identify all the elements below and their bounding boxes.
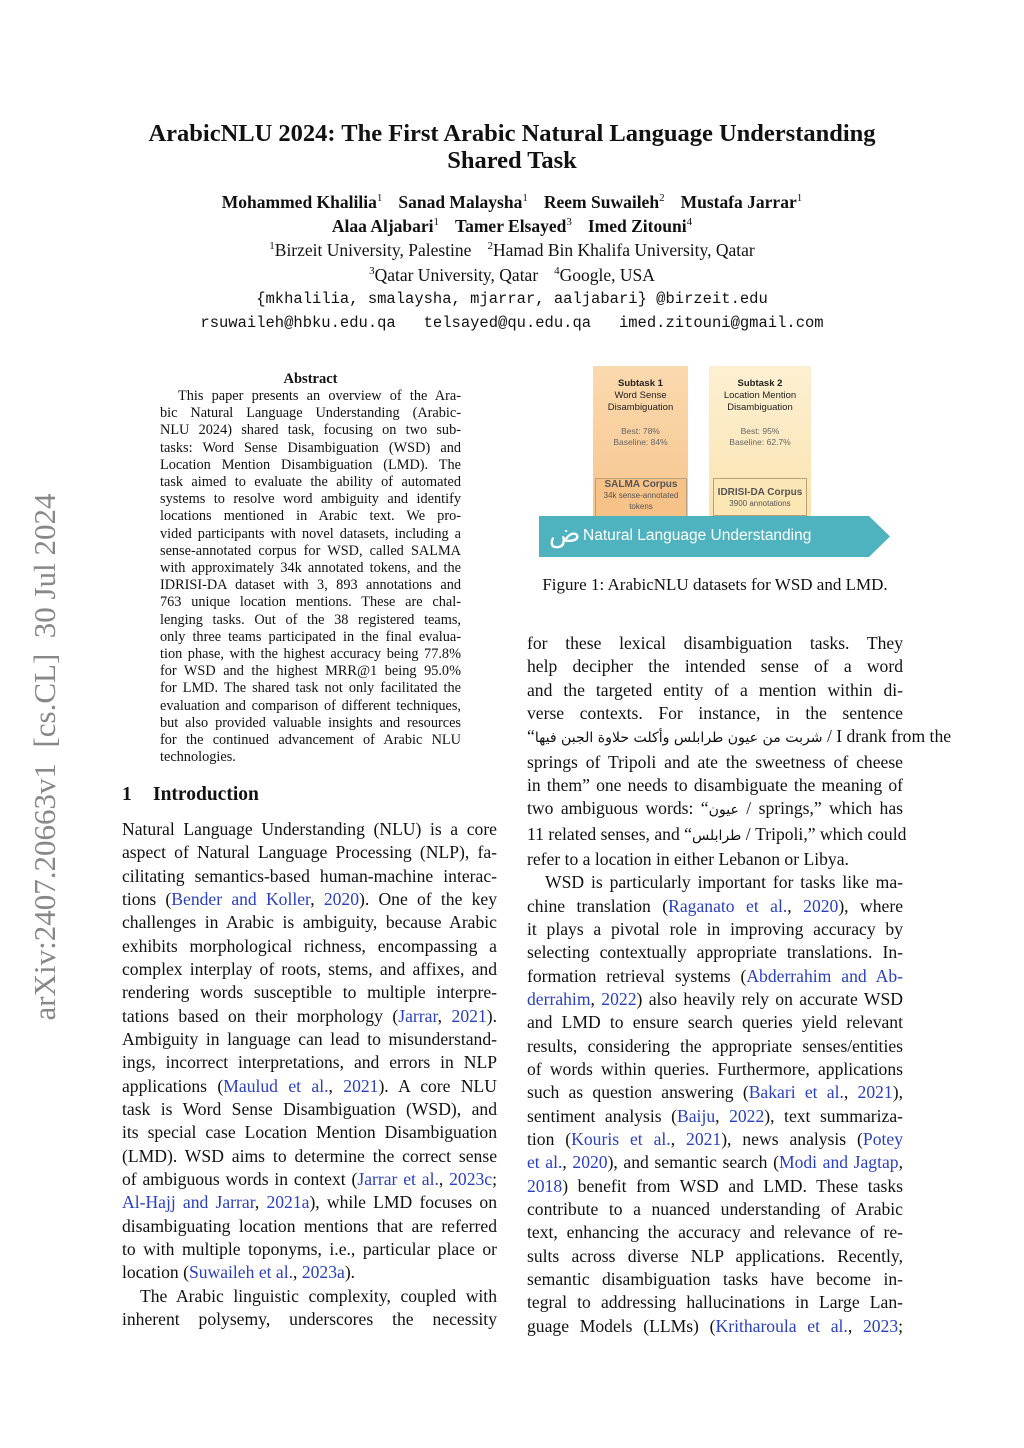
affiliation bbox=[269, 240, 471, 260]
text-line bbox=[160, 474, 461, 491]
subtask-2-best: Best: 95% bbox=[740, 426, 780, 436]
affiliation-name: Qatar University, Qatar bbox=[374, 265, 539, 285]
text: rendering words susceptible to multiple interpre- bbox=[122, 982, 497, 1003]
figure-caption: Figure 1: ArabicNLU datasets for WSD and LMD. bbox=[542, 575, 888, 594]
author-entry bbox=[332, 216, 439, 236]
arabic-text: طرابلس bbox=[691, 827, 742, 844]
text-line bbox=[160, 457, 461, 474]
emails-row-2: rsuwaileh@hbku.edu.qa telsayed@qu.edu.qa imed.zitouni@gmail.com bbox=[200, 314, 824, 332]
subtask-1-label: Subtask 1 bbox=[618, 378, 663, 389]
text-line bbox=[527, 679, 903, 702]
text: exhibits morphological richness, encompassing a bbox=[122, 935, 497, 956]
text: for the continued advancement of Arabic NLU bbox=[160, 732, 461, 749]
citation-link[interactable]: Baiju bbox=[677, 1105, 716, 1126]
author-entry bbox=[455, 216, 572, 236]
text-line bbox=[160, 526, 461, 543]
text: for these lexical disambiguation tasks. They bbox=[527, 633, 903, 653]
text-line bbox=[527, 941, 903, 964]
text: with approximately 34k annotated tokens, and the bbox=[160, 560, 461, 577]
text: ) benefit from WSD and LMD. These tasks bbox=[562, 1175, 903, 1196]
text-line bbox=[160, 422, 461, 439]
text: , bbox=[310, 888, 324, 909]
text-line bbox=[122, 1145, 497, 1168]
text: for WSD and the highest MRR@1 being 95.0% bbox=[160, 663, 461, 680]
subtask-1-best: Best: 78% bbox=[621, 426, 660, 436]
arabic-text: عيون bbox=[708, 802, 739, 819]
corpus-name: IDRISI-DA Corpus bbox=[717, 487, 803, 498]
text-line bbox=[527, 1221, 903, 1244]
text-line bbox=[527, 1198, 903, 1221]
text: tions ( bbox=[122, 888, 172, 909]
text-line bbox=[122, 818, 497, 841]
title-line: ArabicNLU 2024: The First Arabic Natural Language Understanding bbox=[148, 120, 876, 147]
text-line bbox=[122, 865, 497, 888]
text: challenges in Arabic is ambiguity, because Arabic bbox=[122, 912, 497, 933]
text-line bbox=[527, 1175, 903, 1198]
text-line bbox=[122, 841, 497, 864]
text: technologies. bbox=[160, 749, 236, 766]
text-line bbox=[527, 725, 952, 750]
text: ; bbox=[898, 1315, 904, 1336]
text: ), where bbox=[838, 895, 904, 916]
text-line bbox=[122, 1308, 497, 1331]
text: for LMD. The shared task not only facilitated the bbox=[160, 680, 461, 697]
citation-link[interactable]: Abderrahim and Ab- bbox=[746, 965, 903, 986]
subtask-2-baseline: Baseline: 62.7% bbox=[729, 437, 791, 447]
text: IDRISI-DA dataset with 3, 893 annotations and bbox=[160, 577, 461, 594]
text-line bbox=[160, 440, 461, 457]
text: verse contexts. For instance, in the sentence bbox=[527, 702, 903, 723]
section-number: 1 bbox=[122, 784, 132, 805]
arabic-text: شربت من عيون طرابلس وأكلت حلاوة الجبن فيها bbox=[534, 730, 823, 747]
text-line bbox=[160, 698, 461, 715]
text-line bbox=[527, 1011, 903, 1034]
citation-link[interactable]: Bakari et al. bbox=[748, 1082, 844, 1103]
author-entry bbox=[588, 216, 692, 236]
text: / I drank from the bbox=[822, 726, 952, 747]
text: its special case Location Mention Disambiguation bbox=[122, 1122, 497, 1143]
text-line bbox=[160, 663, 461, 680]
affiliation-marker: 1 bbox=[433, 216, 440, 228]
text-line bbox=[527, 1081, 903, 1104]
text: but also provided valuable insights and resources bbox=[160, 714, 461, 731]
text-line bbox=[122, 1098, 497, 1121]
text-line bbox=[527, 848, 903, 871]
text: disambiguating location mentions that are referred bbox=[122, 1215, 497, 1236]
subtask-1-name: Disambiguation bbox=[607, 402, 674, 413]
text-line bbox=[122, 1215, 497, 1238]
corpus-desc: 3900 annotations bbox=[729, 499, 791, 508]
text-line bbox=[122, 911, 497, 934]
authors-row-2 bbox=[0, 216, 1024, 237]
text-line bbox=[527, 965, 903, 988]
text-line bbox=[160, 732, 461, 749]
text: , bbox=[438, 1168, 450, 1189]
text: ). One of the key bbox=[359, 888, 497, 909]
text: cilitating semantics-based human-machine interac- bbox=[122, 865, 497, 886]
text-line bbox=[160, 749, 461, 766]
author-entry bbox=[398, 192, 528, 212]
text: , bbox=[670, 1128, 687, 1149]
text-line bbox=[527, 1245, 903, 1268]
corpus-desc: tokens bbox=[629, 501, 653, 511]
affiliation-number: 1 bbox=[269, 240, 275, 252]
text: The Arabic linguistic complexity, coupled with bbox=[140, 1285, 497, 1306]
text: text, enhancing the accuracy and relevance of re- bbox=[527, 1222, 903, 1243]
citation-link[interactable]: derrahim bbox=[527, 988, 591, 1009]
citation-link[interactable]: 2018 bbox=[527, 1175, 563, 1196]
section-heading bbox=[122, 784, 259, 806]
citation-link[interactable]: Bender and Koller bbox=[171, 888, 311, 909]
citation-link[interactable]: 2021 bbox=[857, 1082, 893, 1103]
text: , bbox=[328, 1075, 344, 1096]
text-line bbox=[527, 655, 903, 678]
text: / Tripoli,” which could bbox=[741, 823, 907, 844]
text: “ bbox=[527, 726, 535, 747]
citation-link[interactable]: 2022 bbox=[729, 1105, 765, 1126]
text-line bbox=[527, 1291, 903, 1314]
text-line bbox=[160, 680, 461, 697]
subtask-1-baseline: Baseline: 84% bbox=[613, 437, 668, 447]
text: Natural Language Understanding (NLU) is a core bbox=[122, 819, 497, 839]
text-line bbox=[160, 388, 461, 405]
text-line bbox=[122, 1121, 497, 1144]
citation-link[interactable]: 2021 bbox=[451, 1005, 487, 1026]
text: ; bbox=[492, 1168, 497, 1189]
text: springs of Tripoli and ate the sweetness of cheese bbox=[527, 751, 903, 772]
right-column-body bbox=[527, 632, 952, 1338]
text-line bbox=[160, 577, 461, 594]
text: results, considering the appropriate senses/entities bbox=[527, 1035, 903, 1056]
text-line bbox=[122, 1051, 497, 1074]
idrisi-corpus-box bbox=[713, 478, 807, 516]
citation-link[interactable]: 2023c bbox=[449, 1168, 493, 1189]
citation-link[interactable]: 2021a bbox=[266, 1192, 310, 1213]
affiliation-marker: 1 bbox=[796, 192, 803, 204]
text: it plays a pivotal role in improving accuracy by bbox=[527, 918, 903, 939]
text: complex interplay of roots, stems, and affixes, and bbox=[122, 958, 497, 979]
text: / springs,” which has bbox=[738, 798, 903, 819]
text: ) also heavily rely on accurate WSD bbox=[636, 988, 903, 1009]
text: tasks: Word Sense Disambiguation (WSD) and bbox=[160, 439, 461, 456]
text: bic Natural Language Understanding (Arabic- bbox=[160, 405, 461, 422]
subtask-2-name: Location Mention bbox=[723, 390, 797, 401]
citation-link[interactable]: Raganato et al. bbox=[668, 895, 788, 916]
subtask-1-name: Word Sense bbox=[614, 390, 667, 401]
section-title: Introduction bbox=[153, 784, 259, 805]
text: ). bbox=[486, 1005, 497, 1026]
citation-link[interactable]: 2023 bbox=[862, 1315, 899, 1336]
author: Mohammed Khalilia bbox=[221, 192, 377, 212]
author-entry bbox=[544, 192, 665, 212]
text-line bbox=[160, 612, 461, 629]
text: semantic disambiguation tasks have become in- bbox=[527, 1268, 903, 1289]
text-line bbox=[527, 988, 903, 1011]
title-line: Shared Task bbox=[447, 147, 577, 174]
text: , bbox=[847, 1315, 863, 1336]
affiliation bbox=[369, 265, 538, 285]
text: , bbox=[843, 1082, 858, 1103]
affiliation bbox=[487, 240, 754, 260]
text: such as question answering ( bbox=[527, 1082, 749, 1103]
abstract-body bbox=[160, 388, 461, 766]
text-line bbox=[122, 1238, 497, 1261]
author: Mustafa Jarrar bbox=[680, 192, 797, 212]
citation-link[interactable]: Suwaileh et al. bbox=[188, 1262, 294, 1283]
affiliations-row-2 bbox=[0, 265, 1024, 286]
text-line bbox=[122, 981, 497, 1004]
citation-link[interactable]: Maulud et al. bbox=[223, 1075, 329, 1096]
nlu-band-label: Natural Language Understanding bbox=[583, 527, 812, 544]
text: formation retrieval systems ( bbox=[527, 965, 747, 986]
citation-link[interactable]: 2022 bbox=[601, 988, 637, 1009]
paper-title bbox=[0, 120, 1024, 174]
text: refer to a location in either Lebanon or Libya. bbox=[527, 848, 849, 869]
citation-link[interactable]: Potey bbox=[862, 1128, 903, 1149]
citation-link[interactable]: 2020 bbox=[323, 888, 359, 909]
text-line bbox=[527, 1268, 903, 1291]
text: , bbox=[898, 1152, 904, 1173]
text-line bbox=[122, 1191, 497, 1214]
citation-link[interactable]: Al-Hajj and Jarrar bbox=[122, 1192, 255, 1213]
author: Alaa Aljabari bbox=[331, 216, 434, 236]
text: This paper presents an overview of the Ara- bbox=[178, 388, 461, 404]
text-line bbox=[527, 751, 903, 774]
paragraph bbox=[160, 388, 461, 766]
text: selecting contextually appropriate translations. In- bbox=[527, 942, 903, 963]
authors-row-1 bbox=[0, 192, 1024, 213]
text: ), bbox=[892, 1082, 903, 1103]
text-line bbox=[122, 1075, 497, 1098]
text-line bbox=[527, 1128, 903, 1151]
citation-link[interactable]: et al. bbox=[527, 1152, 563, 1173]
text: lenging tasks. Out of the 38 registered teams, bbox=[160, 611, 461, 628]
affiliation-name: Google, USA bbox=[559, 265, 655, 285]
text-line bbox=[122, 1168, 497, 1191]
text: WSD is particularly important for tasks like ma- bbox=[545, 872, 903, 893]
author: Reem Suwaileh bbox=[543, 192, 660, 212]
affiliation-number: 4 bbox=[554, 265, 560, 277]
text-line bbox=[160, 508, 461, 525]
text: (LMD). WSD aims to determine the correct sense bbox=[122, 1145, 497, 1166]
text: of ambiguous words in context ( bbox=[122, 1168, 358, 1189]
text-line bbox=[527, 823, 907, 848]
text-line bbox=[122, 958, 497, 981]
text: tion ( bbox=[527, 1128, 572, 1149]
arabic-letter-logo-icon: ض bbox=[549, 519, 581, 549]
text-line bbox=[122, 1005, 497, 1028]
left-column-body bbox=[122, 818, 497, 1331]
text: 11 related senses, and “ bbox=[527, 823, 692, 844]
author: Sanad Malaysha bbox=[398, 192, 523, 212]
citation-link[interactable]: Kritharoula et al. bbox=[715, 1315, 848, 1336]
text-line bbox=[122, 1261, 497, 1284]
citation-link[interactable]: 2021 bbox=[686, 1128, 722, 1149]
text-line bbox=[160, 543, 461, 560]
affiliation-name: Birzeit University, Palestine bbox=[274, 240, 472, 260]
author: Tamer Elsayed bbox=[455, 216, 567, 236]
affiliation bbox=[554, 265, 655, 285]
text: two ambiguous words: “ bbox=[527, 798, 709, 819]
affiliation-number: 3 bbox=[369, 265, 375, 277]
text-line bbox=[527, 1105, 903, 1128]
text: task is Word Sense Disambiguation (WSD), and bbox=[122, 1098, 497, 1119]
paragraph bbox=[527, 871, 903, 1338]
text: guage Models (LLMs) ( bbox=[527, 1315, 716, 1336]
text-line bbox=[122, 935, 497, 958]
text: location ( bbox=[122, 1262, 189, 1283]
citation-link[interactable]: Kouris et al. bbox=[571, 1128, 671, 1149]
text-line bbox=[160, 629, 461, 646]
affiliation-marker: 1 bbox=[522, 192, 528, 204]
text: , bbox=[715, 1105, 730, 1126]
citation-link[interactable]: 2020 bbox=[803, 895, 839, 916]
text: Location Mention Disambiguation (LMD). The bbox=[160, 456, 461, 473]
affiliation-marker: 4 bbox=[686, 216, 693, 228]
text: and LMD to ensure search queries yield relevant bbox=[527, 1012, 903, 1033]
corpus-desc: 34k sense-annotated bbox=[603, 491, 679, 500]
emails-row-1: {mkhalilia, smalaysha, mjarrar, aaljabari} @birzeit.edu bbox=[256, 290, 768, 308]
text: only three teams participated in the final evalua- bbox=[160, 628, 461, 645]
text: ). bbox=[344, 1262, 356, 1283]
text: locations mentioned in Arabic text. We pro- bbox=[160, 508, 461, 525]
text: , bbox=[437, 1005, 452, 1026]
affiliation-marker: 2 bbox=[659, 192, 665, 204]
text-line bbox=[160, 405, 461, 422]
paragraph bbox=[122, 1285, 497, 1332]
paragraph bbox=[527, 632, 952, 871]
text-line bbox=[160, 560, 461, 577]
text: sentiment analysis ( bbox=[527, 1105, 678, 1126]
text-line bbox=[527, 1058, 903, 1081]
subtask-2-label: Subtask 2 bbox=[737, 378, 783, 389]
citation-link[interactable]: Jarrar et al. bbox=[357, 1168, 439, 1189]
text: Ambiguity in language can lead to misunderstand- bbox=[122, 1028, 497, 1049]
affiliation-marker: 1 bbox=[376, 192, 383, 204]
text: help decipher the intended sense of a word bbox=[527, 656, 903, 677]
text-line bbox=[122, 1285, 497, 1308]
text: , bbox=[787, 895, 804, 916]
text-line bbox=[527, 1035, 903, 1058]
text: systems to resolve word ambiguity and identify bbox=[160, 491, 461, 508]
text: of words within queries. Furthermore, applications bbox=[527, 1058, 903, 1079]
text: ), news analysis ( bbox=[721, 1128, 863, 1149]
text-line bbox=[160, 715, 461, 732]
citation-link[interactable]: Jarrar bbox=[398, 1005, 438, 1026]
affiliation-name: Hamad Bin Khalifa University, Qatar bbox=[492, 240, 755, 260]
text: , bbox=[590, 988, 602, 1009]
affiliation-number: 2 bbox=[487, 240, 493, 252]
text: ). A core NLU bbox=[378, 1075, 497, 1096]
text-line bbox=[527, 871, 903, 894]
text: , bbox=[562, 1152, 573, 1173]
text-line bbox=[527, 702, 903, 725]
salma-corpus-box bbox=[595, 478, 687, 518]
text: inherent polysemy, underscores the necessity bbox=[122, 1308, 497, 1329]
text-line bbox=[527, 774, 903, 797]
author: Imed Zitouni bbox=[587, 216, 687, 236]
text: sults across diverse NLP applications. Recently, bbox=[527, 1245, 903, 1266]
text: chine translation ( bbox=[527, 895, 669, 916]
text: tion phase, with the highest accuracy being 77.8% bbox=[160, 646, 461, 663]
text-line bbox=[527, 1151, 903, 1174]
affiliations-row-1 bbox=[0, 240, 1024, 261]
text-line bbox=[160, 594, 461, 611]
text-line bbox=[160, 491, 461, 508]
text-line bbox=[122, 1028, 497, 1051]
text-line bbox=[527, 632, 903, 655]
text: contribute to a nuanced understanding of Arabic bbox=[527, 1198, 903, 1219]
text-line bbox=[527, 1315, 903, 1338]
text: applications ( bbox=[122, 1075, 224, 1096]
text: vided participants with novel datasets, including a bbox=[160, 525, 461, 542]
text: to with multiple toponyms, i.e., particular place or bbox=[122, 1238, 497, 1259]
author-entry bbox=[222, 192, 383, 212]
text: ), and semantic search ( bbox=[607, 1152, 779, 1173]
corpus-name: SALMA Corpus bbox=[604, 479, 678, 490]
text: task aimed to evaluate the ability of automated bbox=[160, 474, 461, 491]
text: aspect of Natural Language Processing (NLP), fa- bbox=[122, 842, 497, 863]
text: ), text summariza- bbox=[764, 1105, 904, 1126]
text: sense-annotated corpus for WSD, called SALMA bbox=[160, 542, 461, 559]
text: tations based on their morphology ( bbox=[122, 1005, 399, 1026]
text: NLU 2024) shared task, focusing on two sub- bbox=[160, 422, 461, 439]
citation-link[interactable]: 2023a bbox=[301, 1262, 345, 1283]
text-line bbox=[527, 797, 903, 822]
affiliation-marker: 3 bbox=[566, 216, 572, 228]
text-line bbox=[527, 895, 903, 918]
citation-link[interactable]: 2021 bbox=[343, 1075, 379, 1096]
text-line bbox=[122, 888, 497, 911]
text: , bbox=[293, 1262, 302, 1283]
text: , bbox=[254, 1192, 267, 1213]
text: 763 unique location mentions. These are chal- bbox=[160, 594, 461, 611]
subtask-2-name: Disambiguation bbox=[727, 402, 793, 413]
text: ings, incorrect interpretations, and errors in NLP bbox=[122, 1052, 497, 1073]
author-entry bbox=[681, 192, 803, 212]
citation-link[interactable]: 2020 bbox=[572, 1152, 608, 1173]
citation-link[interactable]: Modi and Jagtap bbox=[778, 1152, 899, 1173]
abstract-heading: Abstract bbox=[283, 371, 338, 387]
text: in them” one needs to disambiguate the meaning of bbox=[527, 774, 903, 795]
text-line bbox=[527, 918, 903, 941]
text: tegral to addressing hallucinations in Large Lan- bbox=[527, 1292, 903, 1313]
text: ), while LMD focuses on bbox=[309, 1192, 497, 1213]
text-line bbox=[160, 646, 461, 663]
text: evaluation and comparison of different techniques, bbox=[160, 697, 461, 714]
paragraph bbox=[122, 818, 497, 1285]
arxiv-stamp: arXiv:2407.20663v1 [cs.CL] 30 Jul 2024 bbox=[27, 493, 62, 1021]
text: and the targeted entity of a mention within di- bbox=[527, 679, 903, 700]
